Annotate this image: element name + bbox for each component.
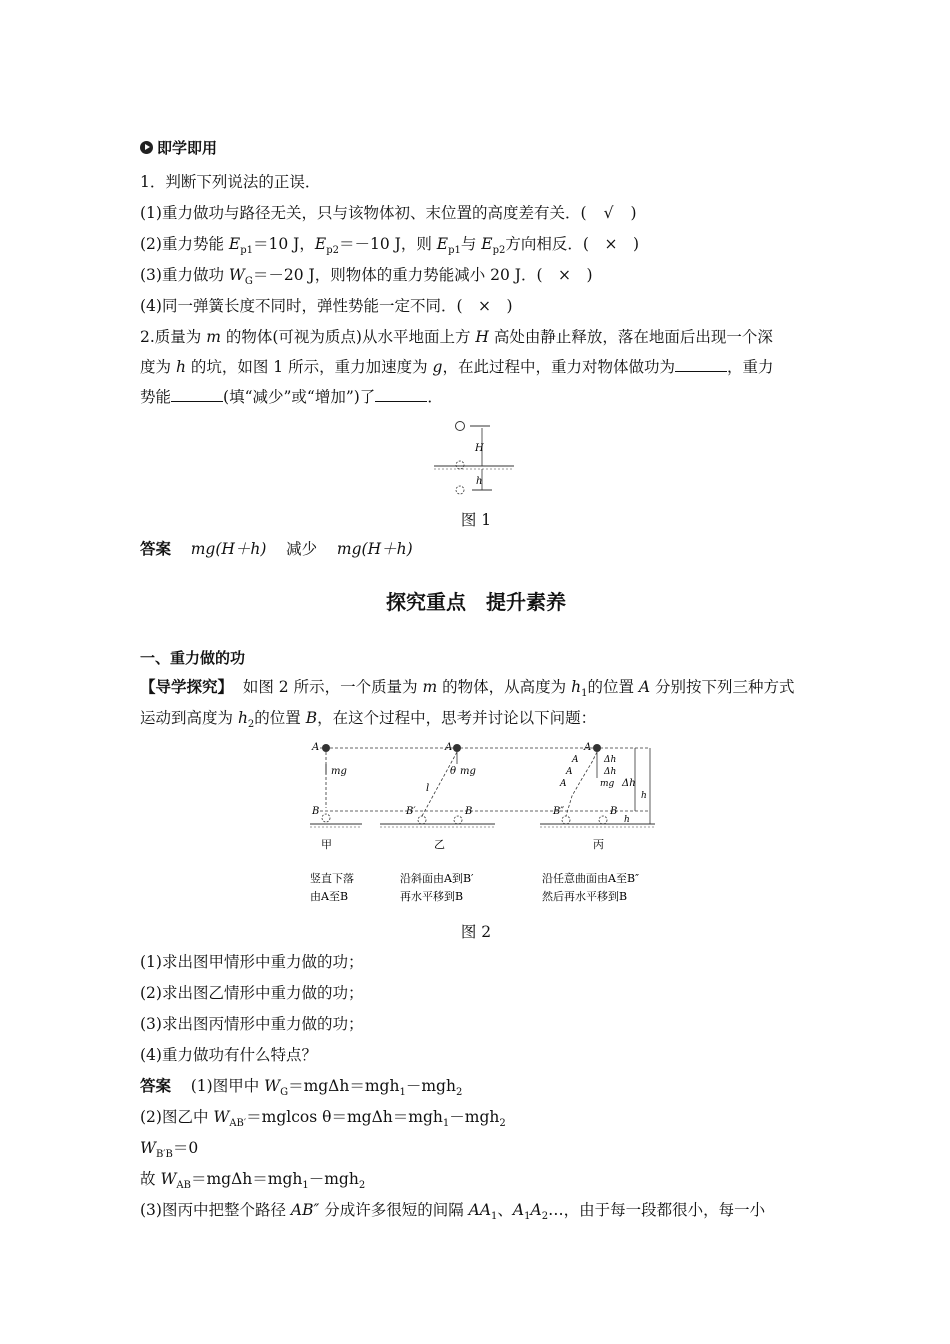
svg-text:A: A bbox=[312, 742, 320, 753]
svg-text:丙: 丙 bbox=[593, 838, 604, 851]
section-title: 探究重点 提升素养 bbox=[386, 590, 566, 614]
answer-line-2: (2)图乙中 $W_{AB'}=mglcos$ θ＝mgΔh＝mgh$_1$－mgh$_2$ bbox=[140, 1108, 506, 1130]
answer-line-4: 故 $W_{AB}=mg\Delta h=mgh_1-mgh_2$ bbox=[140, 1170, 366, 1192]
figure-1-caption: 图 1 bbox=[460, 511, 492, 529]
svg-text:由A至B: 由A至B bbox=[310, 890, 349, 903]
svg-text:A: A bbox=[566, 767, 573, 777]
svg-text:B″: B″ bbox=[553, 806, 565, 817]
svg-text:沿斜面由A到B′: 沿斜面由A到B′ bbox=[400, 872, 474, 885]
statement-4: (4)同一弹簧长度不同时，弹性势能一定不同．( × ) bbox=[140, 297, 513, 315]
figure-2 bbox=[310, 736, 660, 916]
svg-text:Δh: Δh bbox=[604, 767, 617, 777]
answer-blank bbox=[171, 387, 223, 402]
svg-text:B: B bbox=[610, 806, 618, 817]
answer-line-3: $W_{B'B}=0$ bbox=[140, 1139, 199, 1161]
svg-text:A: A bbox=[584, 742, 592, 753]
question-3: (3)求出图丙情形中重力做的功； bbox=[140, 1015, 364, 1033]
guide-line-1: 【导学探究】 如图 2 所示，一个质量为 m 的物体，从高度为 $h_1$的位置 A 分别按下列三种方式 bbox=[140, 678, 795, 700]
svg-text:再水平移到B: 再水平移到B bbox=[400, 890, 464, 903]
figure-1 bbox=[430, 418, 520, 498]
svg-text:h: h bbox=[624, 815, 630, 825]
judgement-mark: × bbox=[558, 266, 572, 284]
answer-line-5: (3)图丙中把整个路径 AB″ 分成许多很短的间隔 $AA_1$、$A_1A_2\dots$，由于每一段都很小，每一小 bbox=[140, 1201, 766, 1223]
question-2: (2)求出图乙情形中重力做的功； bbox=[140, 984, 364, 1002]
guide-line-2: 运动到高度为 $h_2$的位置 B，在这个过程中，思考并讨论以下问题： bbox=[140, 709, 597, 731]
svg-text:竖直下落: 竖直下落 bbox=[310, 872, 354, 885]
q2-answer: 答案 mg(H＋h) 减少 mg(H＋h) bbox=[140, 540, 413, 558]
statement-1: (1)重力做功与路径无关，只与该物体初、末位置的高度差有关．( √ ) bbox=[140, 204, 637, 222]
judgement-mark: × bbox=[478, 297, 492, 315]
answer-blank bbox=[375, 387, 427, 402]
statement-3: (3)重力做功 $W_G=-20$ J，则物体的重力势能减小 20 J．( × ) bbox=[140, 266, 593, 288]
q2-line-2: 度为 h 的坑，如图 1 所示，重力加速度为 g，在此过程中，重力对物体做功为 ，重力 bbox=[140, 358, 774, 376]
svg-text:mg: mg bbox=[460, 766, 476, 777]
answer-blank bbox=[675, 357, 727, 372]
svg-text:h: h bbox=[476, 476, 483, 487]
svg-text:然后再水平移到B: 然后再水平移到B bbox=[542, 890, 628, 903]
part1-heading: 一、重力做的功 bbox=[140, 649, 246, 667]
figure-2-caption: 图 2 bbox=[460, 923, 492, 941]
judgement-mark: √ bbox=[603, 204, 614, 222]
judgement-mark: × bbox=[604, 235, 618, 253]
svg-text:沿任意曲面由A至B″: 沿任意曲面由A至B″ bbox=[542, 872, 640, 885]
svg-text:mg: mg bbox=[600, 779, 615, 789]
q2-line-1: 2.质量为 m 的物体(可视为质点)从水平地面上方 H 高处由静止释放，落在地面后出现一个深 bbox=[140, 328, 773, 346]
svg-text:h: h bbox=[641, 791, 647, 801]
svg-text:A: A bbox=[445, 742, 453, 753]
svg-text:B′: B′ bbox=[406, 806, 416, 817]
quick-use-heading: 即学即用 bbox=[140, 138, 217, 158]
svg-text:乙: 乙 bbox=[434, 838, 445, 851]
q1-intro: 1．判断下列说法的正误． bbox=[140, 173, 321, 191]
question-1: (1)求出图甲情形中重力做的功； bbox=[140, 953, 364, 971]
q2-line-3: 势能 (填“减少”或“增加”)了 ． bbox=[140, 388, 443, 406]
svg-text:A: A bbox=[572, 755, 579, 765]
svg-text:H: H bbox=[475, 443, 484, 454]
question-4: (4)重力做功有什么特点？ bbox=[140, 1046, 317, 1064]
svg-text:B: B bbox=[465, 806, 473, 817]
svg-text:l: l bbox=[426, 783, 430, 794]
svg-text:A: A bbox=[560, 779, 567, 789]
play-circle-icon bbox=[140, 141, 153, 154]
svg-text:Δh: Δh bbox=[604, 755, 617, 765]
svg-text:θ: θ bbox=[450, 766, 457, 777]
statement-2: (2)重力势能 $E_{p1}=10$ J，$E_{p2}=-10$ J，则 $E_{p1}$与 $E_{p2}$方向相反．( × ) bbox=[140, 235, 639, 257]
svg-text:Δh: Δh bbox=[622, 778, 636, 789]
svg-text:mg: mg bbox=[331, 766, 347, 777]
svg-text:B: B bbox=[312, 806, 320, 817]
answer-line-1: 答案 (1)图甲中 $W_G=mg\Delta h=mgh_1-mgh_2$ bbox=[140, 1077, 463, 1099]
svg-text:甲: 甲 bbox=[321, 838, 332, 851]
